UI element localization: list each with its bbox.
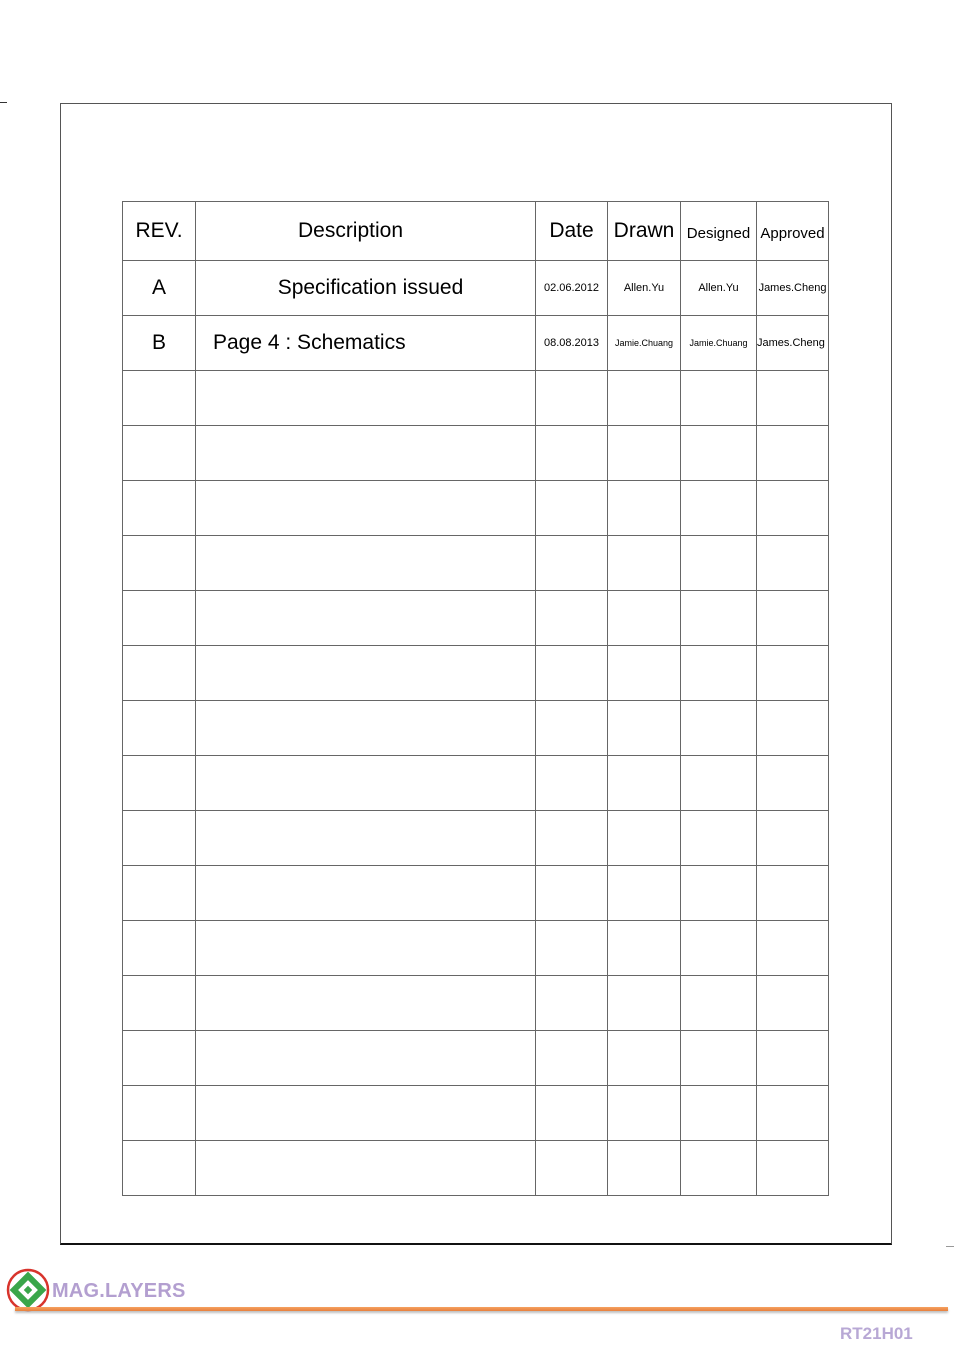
- empty-cell: [757, 921, 829, 976]
- empty-cell: [123, 1141, 196, 1196]
- date-cell: 02.06.2012: [536, 261, 608, 316]
- empty-cell: [681, 866, 757, 921]
- table-row-empty: [123, 426, 829, 481]
- empty-cell: [536, 921, 608, 976]
- table-row-empty: [123, 1086, 829, 1141]
- empty-cell: [608, 701, 681, 756]
- empty-cell: [757, 481, 829, 536]
- empty-cell: [196, 976, 536, 1031]
- empty-cell: [681, 591, 757, 646]
- empty-cell: [757, 701, 829, 756]
- empty-cell: [681, 921, 757, 976]
- empty-cell: [681, 1141, 757, 1196]
- rev-cell: B: [123, 316, 196, 371]
- empty-cell: [608, 976, 681, 1031]
- empty-cell: [536, 591, 608, 646]
- empty-cell: [757, 866, 829, 921]
- header-approved: Approved: [757, 202, 829, 261]
- empty-cell: [608, 646, 681, 701]
- empty-cell: [196, 1031, 536, 1086]
- document-code: RT21H01: [840, 1324, 913, 1343]
- description-cell: Specification issued: [196, 261, 536, 316]
- empty-cell: [123, 481, 196, 536]
- approved-cell: James.Cheng: [757, 316, 829, 371]
- table-row-empty: [123, 371, 829, 426]
- empty-cell: [123, 976, 196, 1031]
- empty-cell: [123, 591, 196, 646]
- empty-cell: [536, 536, 608, 591]
- empty-cell: [123, 426, 196, 481]
- empty-cell: [757, 1086, 829, 1141]
- empty-cell: [196, 426, 536, 481]
- empty-cell: [681, 536, 757, 591]
- crop-mark-left: [0, 102, 7, 103]
- table-row-empty: [123, 591, 829, 646]
- rev-cell: A: [123, 261, 196, 316]
- header-date: Date: [536, 202, 608, 261]
- empty-cell: [757, 811, 829, 866]
- empty-cell: [196, 811, 536, 866]
- empty-cell: [536, 646, 608, 701]
- empty-cell: [757, 1141, 829, 1196]
- crop-mark-right: [946, 1246, 954, 1247]
- empty-cell: [681, 426, 757, 481]
- empty-cell: [196, 371, 536, 426]
- empty-cell: [123, 866, 196, 921]
- empty-cell: [536, 371, 608, 426]
- designed-cell: Jamie.Chuang: [681, 316, 757, 371]
- table-row-empty: [123, 1141, 829, 1196]
- empty-cell: [681, 811, 757, 866]
- table-row-empty: [123, 481, 829, 536]
- empty-cell: [196, 756, 536, 811]
- empty-cell: [123, 646, 196, 701]
- table-row-empty: [123, 811, 829, 866]
- empty-cell: [536, 701, 608, 756]
- empty-cell: [681, 646, 757, 701]
- empty-cell: [123, 371, 196, 426]
- description-cell: Page 4 : Schematics: [196, 316, 536, 371]
- table-row-empty: [123, 756, 829, 811]
- table-row-empty: [123, 536, 829, 591]
- table-row: [123, 316, 829, 371]
- empty-cell: [536, 1086, 608, 1141]
- empty-cell: [608, 1141, 681, 1196]
- table-row-empty: [123, 646, 829, 701]
- empty-cell: [536, 481, 608, 536]
- empty-cell: [123, 1031, 196, 1086]
- table-row-empty: [123, 976, 829, 1031]
- empty-cell: [608, 371, 681, 426]
- empty-cell: [196, 921, 536, 976]
- empty-cell: [196, 866, 536, 921]
- empty-cell: [681, 1086, 757, 1141]
- table-header-row: [123, 202, 829, 261]
- empty-cell: [536, 976, 608, 1031]
- empty-cell: [123, 756, 196, 811]
- drawn-cell: Allen.Yu: [608, 261, 681, 316]
- approved-cell: James.Cheng: [757, 261, 829, 316]
- empty-cell: [536, 1141, 608, 1196]
- empty-cell: [681, 756, 757, 811]
- header-rev: REV.: [123, 202, 196, 261]
- empty-cell: [757, 646, 829, 701]
- empty-cell: [757, 536, 829, 591]
- empty-cell: [123, 921, 196, 976]
- empty-cell: [608, 481, 681, 536]
- date-cell: 08.08.2013: [536, 316, 608, 371]
- header-description: Description: [196, 202, 536, 261]
- empty-cell: [608, 426, 681, 481]
- revision-table: [122, 201, 829, 1196]
- empty-cell: [536, 1031, 608, 1086]
- table-row-empty: [123, 866, 829, 921]
- empty-cell: [757, 426, 829, 481]
- empty-cell: [608, 921, 681, 976]
- table-row: [123, 261, 829, 316]
- empty-cell: [608, 536, 681, 591]
- header-designed: Designed: [681, 202, 757, 261]
- empty-cell: [681, 1031, 757, 1086]
- drawn-cell: Jamie.Chuang: [608, 316, 681, 371]
- empty-cell: [123, 536, 196, 591]
- designed-cell: Allen.Yu: [681, 261, 757, 316]
- empty-cell: [757, 1031, 829, 1086]
- empty-cell: [608, 591, 681, 646]
- table-row-empty: [123, 701, 829, 756]
- empty-cell: [536, 811, 608, 866]
- table-row-empty: [123, 1031, 829, 1086]
- empty-cell: [196, 536, 536, 591]
- empty-cell: [123, 1086, 196, 1141]
- empty-cell: [757, 976, 829, 1031]
- empty-cell: [196, 591, 536, 646]
- empty-cell: [757, 756, 829, 811]
- empty-cell: [681, 701, 757, 756]
- brand-name: MAG.LAYERS: [52, 1280, 186, 1302]
- empty-cell: [196, 481, 536, 536]
- empty-cell: [608, 1031, 681, 1086]
- empty-cell: [608, 756, 681, 811]
- table-row-empty: [123, 921, 829, 976]
- empty-cell: [123, 811, 196, 866]
- empty-cell: [681, 371, 757, 426]
- empty-cell: [196, 646, 536, 701]
- empty-cell: [757, 371, 829, 426]
- empty-cell: [536, 866, 608, 921]
- empty-cell: [608, 866, 681, 921]
- empty-cell: [196, 1141, 536, 1196]
- empty-cell: [757, 591, 829, 646]
- maglayers-logo-icon: [6, 1268, 50, 1312]
- empty-cell: [123, 701, 196, 756]
- header-drawn: Drawn: [608, 202, 681, 261]
- empty-cell: [608, 1086, 681, 1141]
- footer-accent-line: [15, 1307, 948, 1311]
- empty-cell: [536, 426, 608, 481]
- empty-cell: [681, 481, 757, 536]
- empty-cell: [608, 811, 681, 866]
- empty-cell: [681, 976, 757, 1031]
- empty-cell: [536, 756, 608, 811]
- empty-cell: [196, 1086, 536, 1141]
- empty-cell: [196, 701, 536, 756]
